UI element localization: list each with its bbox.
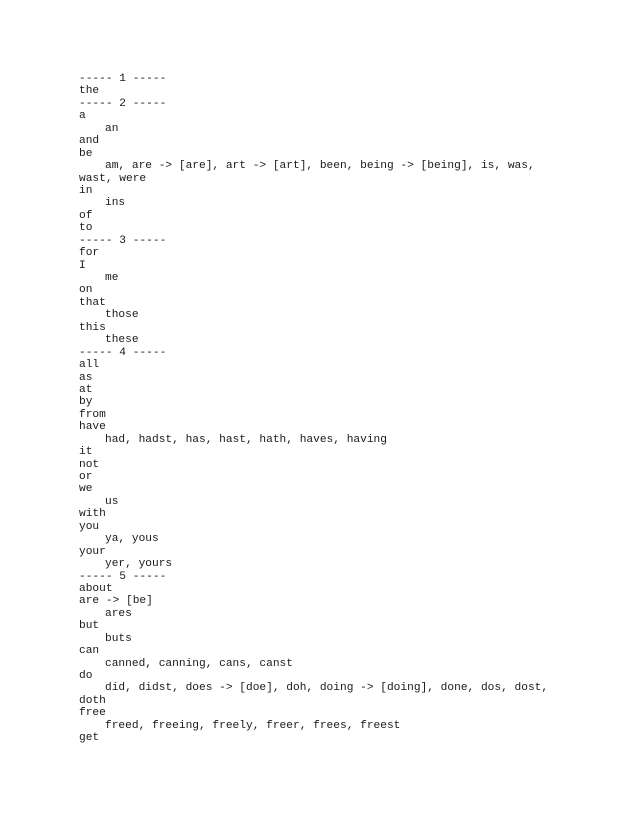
headword-line: a: [79, 110, 86, 123]
variant-forms-line: an: [105, 122, 119, 135]
variant-forms-line: these: [105, 334, 139, 347]
headword-line: your: [79, 545, 106, 558]
variant-forms-line: ya, yous: [105, 533, 159, 546]
headword-line: and: [79, 135, 100, 148]
headword-line: free: [79, 707, 106, 720]
headword-line: can: [79, 645, 100, 658]
wrapped-continuation-line: doth: [79, 694, 106, 707]
headword-line: be: [79, 147, 93, 160]
section-divider: ----- 2 -----: [79, 97, 167, 110]
variant-forms-line: us: [105, 495, 119, 508]
headword-line: of: [79, 209, 93, 222]
headword-line: for: [79, 247, 100, 260]
variant-forms-line: buts: [105, 632, 132, 645]
headword-line: by: [79, 396, 93, 409]
wrapped-continuation-line: wast, were: [79, 172, 147, 185]
headword-line: not: [79, 458, 100, 471]
headword-line: with: [79, 508, 106, 521]
variant-forms-line: canned, canning, cans, canst: [105, 657, 293, 670]
headword-line: that: [79, 296, 106, 309]
variant-forms-line: am, are -> [are], art -> [art], been, being -> [being], is, was,: [105, 160, 535, 173]
section-divider: ----- 3 -----: [79, 234, 167, 247]
variant-forms-line: did, didst, does -> [doe], doh, doing -> [doing], done, dos, dost,: [105, 682, 549, 695]
headword-line: the: [79, 85, 100, 98]
section-divider: ----- 1 -----: [79, 73, 167, 85]
headword-line: are -> [be]: [79, 595, 153, 608]
headword-line: we: [79, 483, 93, 496]
headword-line: you: [79, 520, 100, 533]
headword-line: or: [79, 471, 93, 483]
section-divider: ----- 5 -----: [79, 570, 167, 583]
headword-line: do: [79, 670, 93, 682]
headword-line: about: [79, 582, 113, 595]
headword-line: this: [79, 321, 106, 334]
headword-line: get: [79, 732, 100, 745]
headword-line: on: [79, 284, 93, 297]
headword-line: it: [79, 446, 93, 459]
headword-line: to: [79, 222, 93, 235]
headword-line: from: [79, 408, 106, 421]
variant-forms-line: yer, yours: [105, 558, 173, 571]
variant-forms-line: ares: [105, 607, 132, 620]
headword-line: but: [79, 620, 100, 633]
section-divider: ----- 4 -----: [79, 346, 167, 359]
headword-line: at: [79, 383, 93, 396]
headword-line: have: [79, 421, 106, 434]
headword-line: as: [79, 371, 93, 384]
document-page: [79, 73, 619, 745]
headword-line: I: [79, 259, 86, 272]
variant-forms-line: freed, freeing, freely, freer, frees, freest: [105, 719, 401, 732]
variant-forms-line: those: [105, 309, 139, 322]
variant-forms-line: me: [105, 272, 119, 284]
headword-line: all: [79, 359, 100, 372]
variant-forms-line: had, hadst, has, hast, hath, haves, having: [105, 433, 387, 446]
headword-line: in: [79, 184, 93, 197]
variant-forms-line: ins: [105, 197, 126, 210]
